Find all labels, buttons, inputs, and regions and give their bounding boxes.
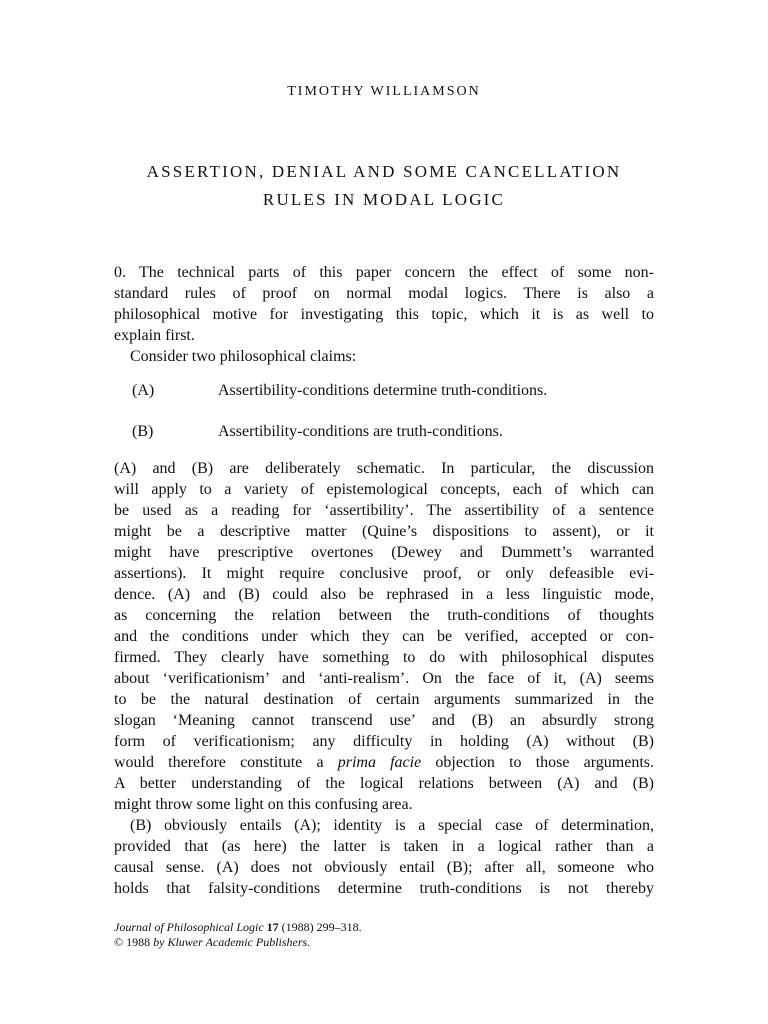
- text-line: causal sense. (A) does not obviously entail (B); after all, someone who: [114, 859, 654, 876]
- text-line: explain first.: [114, 327, 195, 344]
- text-span: would therefore constitute a: [114, 754, 338, 771]
- entailment-paragraph: [114, 815, 654, 899]
- copyright-line: [114, 935, 362, 950]
- copyright-symbol: ©: [114, 935, 124, 949]
- journal-name: Journal of Philosophical Logic: [114, 920, 264, 934]
- text-line: A better understanding of the logical relations between (A) and (B): [114, 775, 654, 792]
- text-line: slogan ‘Meaning cannot transcend use’ and (B) an absurdly strong: [114, 712, 654, 729]
- title-line-1: ASSERTION, DENIAL AND SOME CANCELLATION: [146, 162, 622, 181]
- text-line: [114, 752, 654, 773]
- claim-text: Assertibility-conditions are truth-conditions.: [218, 423, 503, 440]
- text-line: firmed. They clearly have something to do with philosophical disputes: [114, 649, 654, 666]
- intro-paragraph: [114, 262, 654, 367]
- text-line: holds that falsity-conditions determine truth-conditions is not thereby: [114, 880, 654, 897]
- author-name: TIMOTHY WILLIAMSON: [287, 84, 481, 99]
- article-body: [114, 262, 654, 899]
- copyright-by: by: [153, 935, 165, 949]
- text-span: objection to those arguments.: [421, 754, 655, 771]
- text-line: (B) obviously entails (A); identity is a special case of determination,: [130, 817, 654, 834]
- text-line: philosophical motive for investigating this topic, which it is as well to: [114, 306, 654, 323]
- citation-line: [114, 920, 362, 935]
- journal-volume: 17: [266, 920, 279, 934]
- text-line: might be a descriptive matter (Quine’s dispositions to assent), or it: [114, 523, 654, 540]
- text-line: Consider two philosophical claims:: [130, 348, 357, 365]
- journal-year-pages: (1988) 299–318.: [281, 920, 362, 934]
- text-line: might have prescriptive overtones (Dewey and Dummett’s warranted: [114, 544, 654, 561]
- italic-phrase: prima facie: [337, 754, 422, 771]
- claim-a: [114, 380, 654, 401]
- text-line: might throw some light on this confusing area.: [114, 796, 413, 813]
- publisher-name: Kluwer Academic Publishers.: [167, 935, 311, 949]
- text-line: 0. The technical parts of this paper concern the effect of some non-: [114, 264, 654, 281]
- paper-title: [0, 158, 768, 214]
- title-line-2: RULES IN MODAL LOGIC: [262, 190, 506, 209]
- claim-b: [114, 421, 654, 442]
- text-line: be used as a reading for ‘assertibility’. The assertibility of a sentence: [114, 502, 654, 519]
- text-line: provided that (as here) the latter is taken in a logical rather than a: [114, 838, 654, 855]
- text-line: (A) and (B) are deliberately schematic. In particular, the discussion: [114, 460, 654, 477]
- copyright-year: 1988: [126, 935, 151, 949]
- text-line: as concerning the relation between the truth-conditions of thoughts: [114, 607, 654, 624]
- text-line: assertions). It might require conclusive proof, or only defeasible evi-: [114, 565, 654, 582]
- text-line: and the conditions under which they can be verified, accepted or con-: [114, 628, 654, 645]
- discussion-paragraph: [114, 458, 654, 815]
- claim-text: Assertibility-conditions determine truth-conditions.: [218, 382, 548, 399]
- text-line: about ‘verificationism’ and ‘anti-realism’. On the face of it, (A) seems: [114, 670, 654, 687]
- journal-footer: [114, 920, 362, 950]
- claim-label: (B): [132, 423, 154, 440]
- text-line: will apply to a variety of epistemological concepts, each of which can: [114, 481, 654, 498]
- text-line: standard rules of proof on normal modal logics. There is also a: [114, 285, 654, 302]
- text-line: form of verificationism; any difficulty in holding (A) without (B): [114, 733, 654, 750]
- claim-label: (A): [132, 382, 155, 399]
- text-line: dence. (A) and (B) could also be rephrased in a less linguistic mode,: [114, 586, 654, 603]
- text-line: to be the natural destination of certain arguments summarized in the: [114, 691, 654, 708]
